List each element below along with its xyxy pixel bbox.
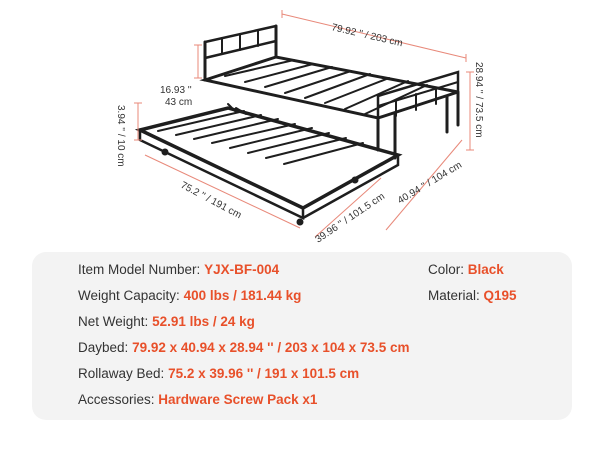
spec-value: 52.91 lbs / 24 kg (152, 314, 255, 329)
spec-label: Material: (428, 288, 480, 303)
spec-label: Weight Capacity: (78, 288, 180, 303)
spec-color (428, 262, 504, 277)
spec-value: 75.2 x 39.96 '' / 191 x 101.5 cm (168, 366, 360, 381)
spec-value: YJX-BF-004 (204, 262, 280, 277)
dimension-lines (134, 10, 474, 237)
dim-trundle-length: 75.2 '' / 191 cm (178, 179, 244, 222)
dim-guard-height-in: 16.93 '' (160, 85, 192, 96)
spec-weight-capacity (78, 288, 301, 303)
spec-material (428, 288, 517, 303)
spec-label: Daybed: (78, 340, 129, 355)
spec-rollaway (78, 366, 359, 381)
dim-length-top: 79.92 '' / 203 cm (330, 22, 404, 50)
spec-value: Black (467, 262, 504, 277)
spec-label: Color: (428, 262, 465, 277)
spec-model (78, 262, 279, 277)
spec-daybed (78, 340, 409, 355)
spec-net-weight (78, 314, 255, 329)
dim-overall-height: 28.94 '' / 73.5 cm (473, 62, 484, 138)
spec-value: 400 lbs / 181.44 kg (183, 288, 302, 303)
spec-label: Item Model Number: (78, 262, 201, 277)
dim-guard-height-cm: 43 cm (165, 97, 193, 108)
dim-daybed-width: 40.94 '' / 104 cm (395, 159, 464, 207)
dim-trundle-height: 3.94 '' / 10 cm (115, 105, 126, 167)
spec-accessories (78, 392, 317, 407)
spec-value: Q195 (483, 288, 517, 303)
spec-value: Hardware Screw Pack x1 (158, 392, 318, 407)
spec-label: Net Weight: (78, 314, 149, 329)
spec-label: Accessories: (78, 392, 155, 407)
spec-label: Rollaway Bed: (78, 366, 165, 381)
dim-trundle-width: 39.96 '' / 101.5 cm (313, 191, 387, 246)
spec-value: 79.92 x 40.94 x 28.94 '' / 203 x 104 x 73.5 cm (132, 340, 410, 355)
